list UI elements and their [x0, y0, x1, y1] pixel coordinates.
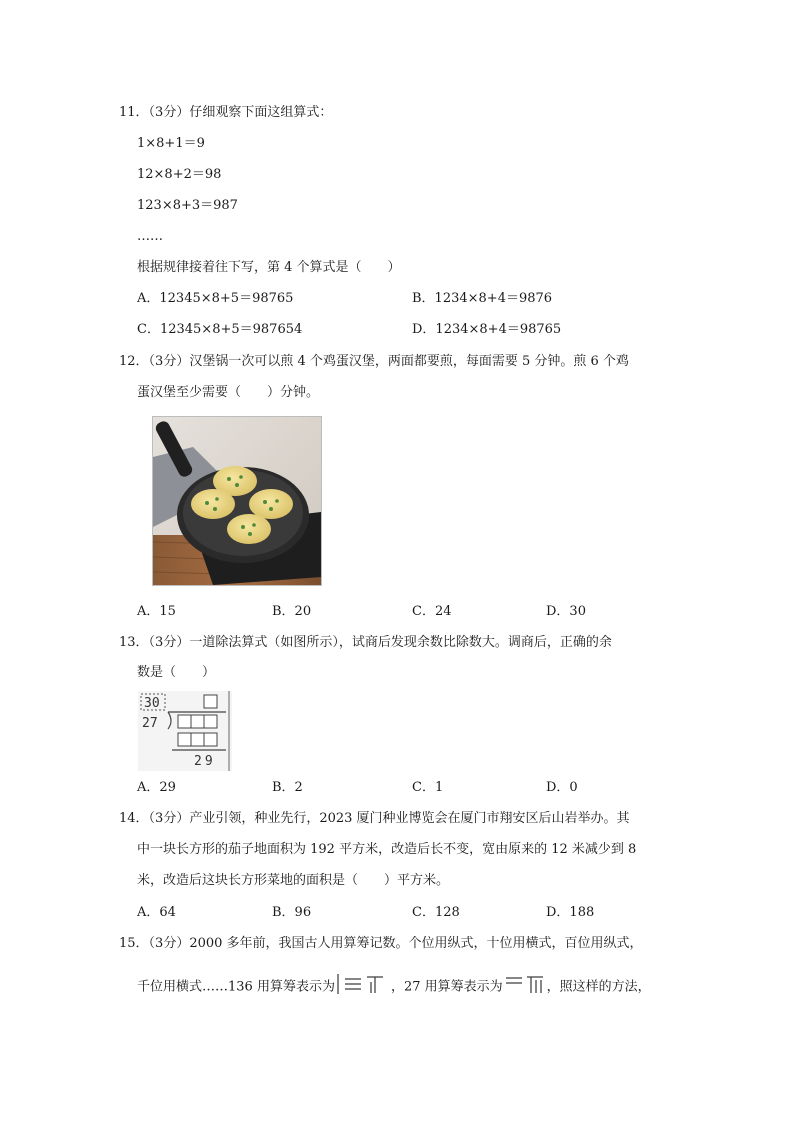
q14-stem-line-1: 14．（3分）产业引领，种业先行，2023 厦门种业博览会在厦门市翔安区后山岩举办。其	[119, 811, 630, 826]
q13-option-a[interactable]: A．29	[137, 780, 176, 795]
q11-formula-2: 12×8+2＝98	[137, 167, 222, 182]
q12-stem-line-1: 12．（3分）汉堡锅一次可以煎 4 个鸡蛋汉堡，两面都要煎，每面需要 5 分钟。煎 6 个鸡	[119, 354, 629, 369]
q11-ellipsis: ……	[137, 229, 163, 244]
q14-option-d[interactable]: D．188	[546, 905, 595, 920]
q11-stem: 11．（3分）仔细观察下面这组算式：	[119, 105, 333, 120]
remainder-text: 29	[194, 754, 216, 769]
q15-stem-line-2	[137, 973, 651, 1001]
q12-option-a[interactable]: A．15	[137, 604, 176, 619]
q15-text-part-3: ，照这样的方法，	[546, 979, 651, 995]
q12-option-b[interactable]: B．20	[272, 604, 312, 619]
q13-option-d[interactable]: D．0	[546, 780, 578, 795]
dividend-box	[204, 715, 217, 728]
dividend-box	[191, 715, 204, 728]
q13-option-c[interactable]: C．1	[412, 780, 444, 795]
long-division-figure	[138, 691, 232, 771]
q15-stem-line-1: 15．（3分）2000 多年前，我国古人用算筹记数。个位用纵式，十位用横式，百位用纵式，	[119, 936, 643, 951]
q15-text-part-2: ，27 用算筹表示为	[390, 979, 503, 995]
q11-prompt: 根据规律接着往下写，第 4 个算式是（ ）	[137, 260, 401, 275]
q15-text-part-1: 千位用横式……136 用算筹表示为	[137, 979, 335, 995]
dividend-box	[178, 715, 191, 728]
pan-photo	[152, 416, 322, 586]
q11-option-b[interactable]: B．1234×8+4＝9876	[412, 291, 553, 306]
q14-option-c[interactable]: C．128	[412, 905, 460, 920]
q12-stem-line-2: 蛋汉堡至少需要（ ）分钟。	[137, 385, 320, 400]
q13-stem-line-2: 数是（ ）	[137, 665, 216, 680]
q14-option-b[interactable]: B．96	[272, 905, 312, 920]
product-box	[178, 733, 191, 746]
burger-pan-illustration	[153, 417, 321, 585]
counting-rods-136-icon	[335, 973, 391, 1001]
counting-rods-27-icon	[503, 973, 547, 1001]
product-box	[191, 733, 204, 746]
q11-option-c[interactable]: C．12345×8+5＝987654	[137, 322, 303, 337]
q11-option-a[interactable]: A．12345×8+5＝98765	[137, 291, 294, 306]
divisor-text: 27	[142, 716, 158, 731]
q13-stem-line-1: 13．（3分）一道除法算式（如图所示），试商后发现余数比除数大。调商后，正确的余	[119, 635, 612, 650]
q11-formula-3: 123×8+3＝987	[137, 198, 238, 213]
q13-option-b[interactable]: B．2	[272, 780, 303, 795]
q11-formula-1: 1×8+1＝9	[137, 136, 205, 151]
q12-option-d[interactable]: D．30	[546, 604, 586, 619]
q14-stem-line-3: 米，改造后这块长方形菜地的面积是（ ）平方米。	[137, 873, 450, 888]
q12-option-c[interactable]: C．24	[412, 604, 452, 619]
q14-stem-line-2: 中一块长方形的茄子地面积为 192 平方米，改造后长不变，宽由原来的 12 米减少到 8	[137, 842, 637, 857]
trial-quotient-text: 30	[144, 696, 160, 711]
quotient-blank-box	[204, 695, 217, 708]
q14-option-a[interactable]: A．64	[137, 905, 176, 920]
product-box	[204, 733, 217, 746]
q11-option-d[interactable]: D．1234×8+4＝98765	[412, 322, 562, 337]
